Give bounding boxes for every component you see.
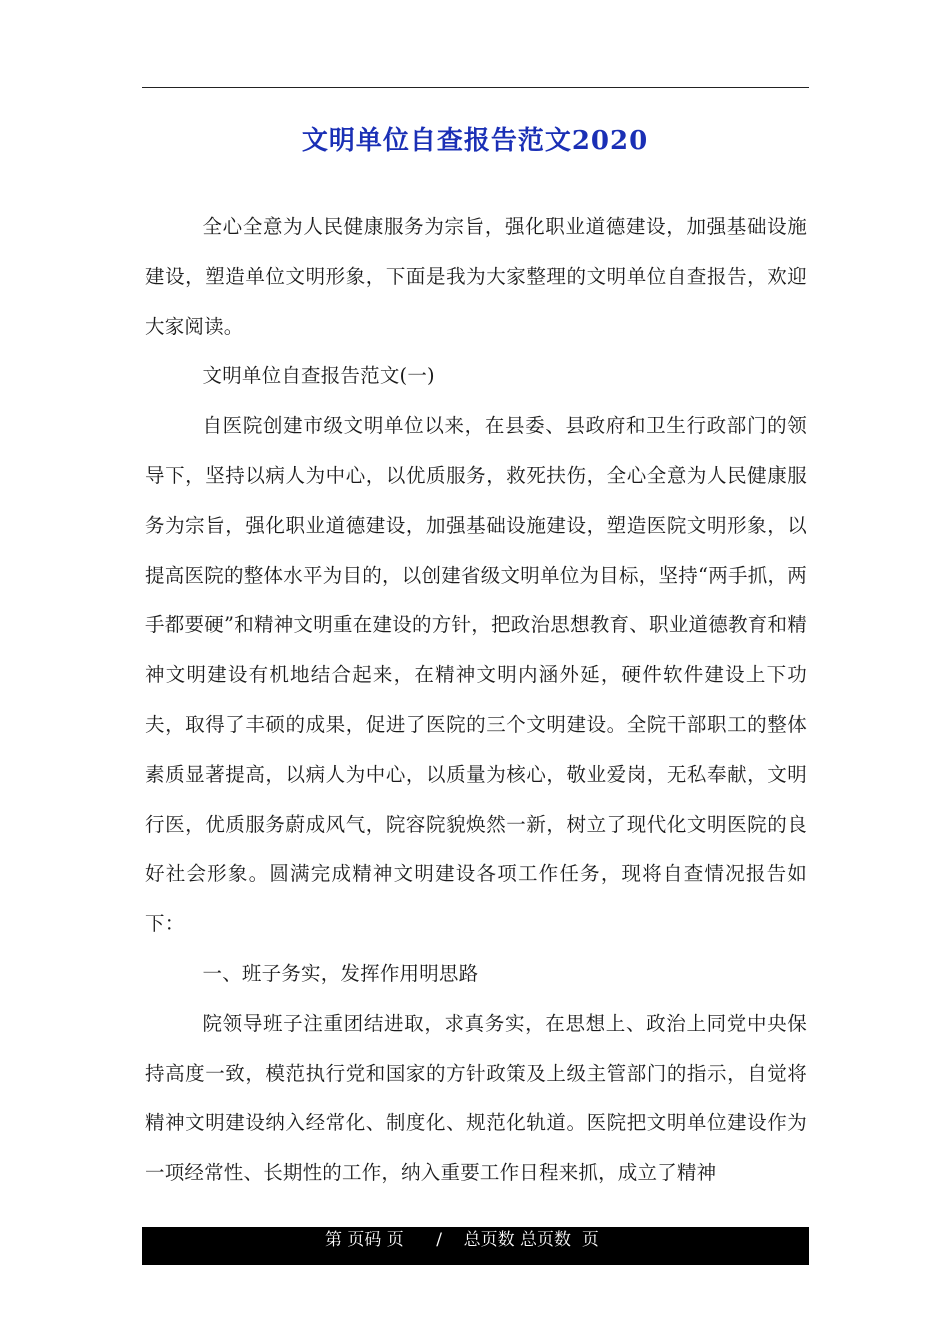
document-body xyxy=(145,202,807,1198)
section-heading-leadership: 一、班子务实，发挥作用明思路 xyxy=(202,961,479,985)
document-title: 文明单位自查报告范文2020 xyxy=(301,126,649,156)
total-pages-label: 总页数 总页数 页 xyxy=(463,1230,599,1250)
page-separator: / xyxy=(436,1230,442,1250)
intro-paragraph: 全心全意为人民健康服务为宗旨，强化职业道德建设，加强基础设施建设，塑造单位文明形象，下面是我为大家整理的文明单位自查报告，欢迎大家阅读。 xyxy=(145,215,807,338)
page-number-text xyxy=(325,1227,599,1253)
body-paragraph: 自医院创建市级文明单位以来，在县委、县政府和卫生行政部门的领导下，坚持以病人为中心，以优质服务，救死扶伤，全心全意为人民健康服务为宗旨，强化职业道德建设，加强基础设施建设，塑造医院文明形象，以提高医院的整体水平为目的，以创建省级文明单位为目标，坚持“两手抓，两手都要硬”和精神文明重在建设的方针，把政治思想教育、职业道德教育和精神文明建设有机地结合起来，在精神文明内涵外延，硬件软件建设上下功夫，取得了丰硕的成果，促进了医院的三个文明建设。全院干部职工的整体素质显著提高，以病人为中心，以质量为核心，敬业爱岗，无私奉献，文明行医，优质服务蔚成风气，院容院貌焕然一新，树立了现代化文明医院的良好社会形象。圆满完成精神文明建设各项工作任务，现将自查情况报告如下： xyxy=(145,414,807,936)
body-paragraph: 院领导班子注重团结进取，求真务实，在思想上、政治上同党中央保持高度一致，模范执行党和国家的方针政策及上级主管部门的指示，自觉将精神文明建设纳入经常化、制度化、规范化轨道。医院把文明单位建设作为一项经常性、长期性的工作，纳入重要工作日程来抓，成立了精神 xyxy=(145,1011,807,1185)
page-label: 第 页码 页 xyxy=(325,1230,404,1250)
header-rule xyxy=(142,87,809,88)
page-footer xyxy=(142,1227,809,1265)
section-heading-sample-one: 文明单位自查报告范文(一) xyxy=(202,364,435,388)
